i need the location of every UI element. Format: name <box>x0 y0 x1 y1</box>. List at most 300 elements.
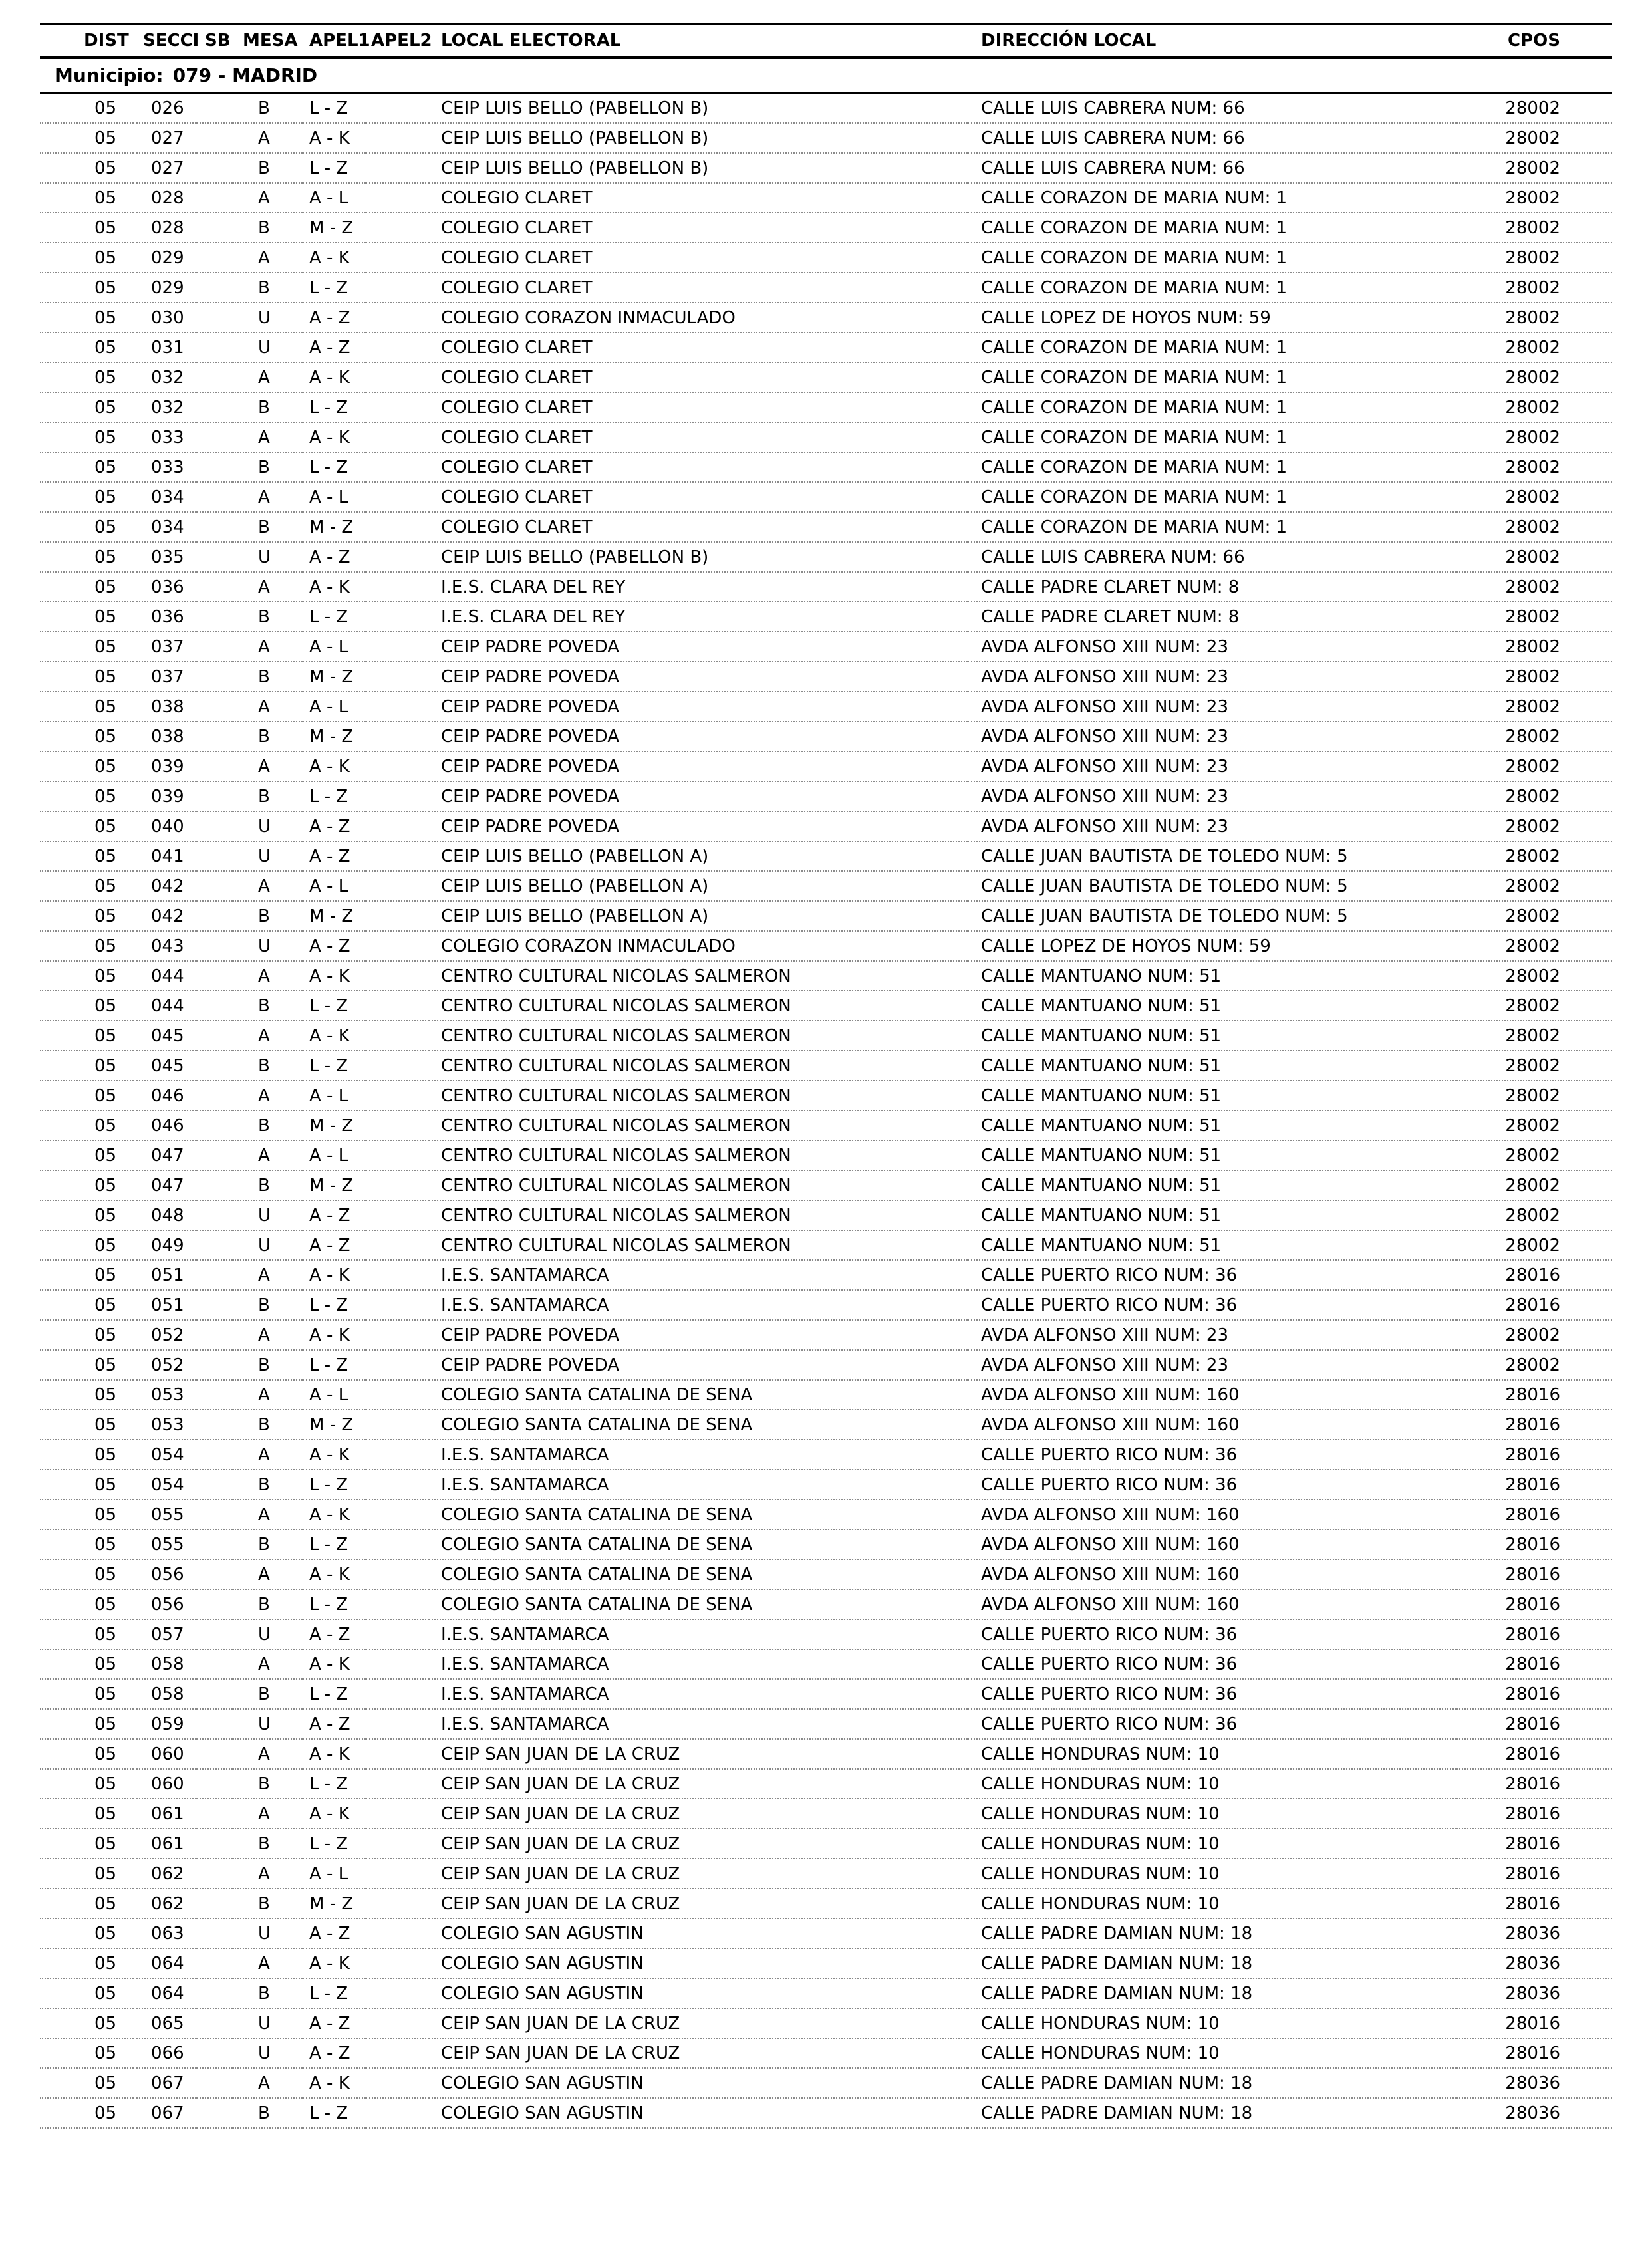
cell-mesa: B <box>233 602 303 632</box>
cell-sb <box>196 1948 233 1978</box>
table-row <box>40 482 1612 512</box>
table-row <box>40 1290 1612 1320</box>
cell-direccion-local: CALLE PADRE DAMIAN NUM: 18 <box>968 1918 1456 1948</box>
cell-apel-range: L - Z <box>303 1769 429 1799</box>
cell-local-electoral: CENTRO CULTURAL NICOLAS SALMERON <box>429 1140 968 1170</box>
cell-apel-range: M - Z <box>303 213 429 243</box>
table-row <box>40 1500 1612 1529</box>
cell-local-electoral: CEIP PADRE POVEDA <box>429 1350 968 1380</box>
cell-direccion-local: CALLE CORAZON DE MARIA NUM: 1 <box>968 243 1456 273</box>
cell-cpos: 28002 <box>1456 1200 1612 1230</box>
cell-dist: 05 <box>40 1350 133 1380</box>
table-row <box>40 1529 1612 1559</box>
cell-dist: 05 <box>40 512 133 542</box>
cell-local-electoral: CEIP PADRE POVEDA <box>429 781 968 811</box>
cell-direccion-local: CALLE MANTUANO NUM: 51 <box>968 1021 1456 1051</box>
cell-sb <box>196 1111 233 1140</box>
cell-secci: 053 <box>133 1380 196 1410</box>
table-row <box>40 542 1612 572</box>
cell-sb <box>196 1380 233 1410</box>
cell-secci: 030 <box>133 303 196 332</box>
cell-dist: 05 <box>40 1529 133 1559</box>
cell-direccion-local: CALLE MANTUANO NUM: 51 <box>968 1140 1456 1170</box>
cell-apel-range: L - Z <box>303 1829 429 1859</box>
cell-dist: 05 <box>40 392 133 422</box>
cell-dist: 05 <box>40 1739 133 1769</box>
cell-secci: 061 <box>133 1829 196 1859</box>
cell-dist: 05 <box>40 1290 133 1320</box>
table-row <box>40 1140 1612 1170</box>
cell-apel-range: A - K <box>303 1739 429 1769</box>
cell-apel-range: A - L <box>303 692 429 722</box>
cell-local-electoral: CEIP SAN JUAN DE LA CRUZ <box>429 1769 968 1799</box>
cell-apel-range: A - Z <box>303 811 429 841</box>
cell-local-electoral: CEIP PADRE POVEDA <box>429 632 968 662</box>
table-row <box>40 1649 1612 1679</box>
cell-apel-range: A - L <box>303 183 429 213</box>
cell-local-electoral: COLEGIO CLARET <box>429 452 968 482</box>
cell-direccion-local: CALLE CORAZON DE MARIA NUM: 1 <box>968 512 1456 542</box>
cell-sb <box>196 362 233 392</box>
table-row <box>40 1799 1612 1829</box>
cell-mesa: A <box>233 243 303 273</box>
cell-sb <box>196 512 233 542</box>
cell-apel-range: A - L <box>303 871 429 901</box>
cell-sb <box>196 123 233 153</box>
cell-cpos: 28002 <box>1456 482 1612 512</box>
cell-local-electoral: CEIP LUIS BELLO (PABELLON B) <box>429 542 968 572</box>
cell-apel-range: A - K <box>303 751 429 781</box>
cell-cpos: 28036 <box>1456 1918 1612 1948</box>
cell-sb <box>196 1500 233 1529</box>
cell-local-electoral: COLEGIO SAN AGUSTIN <box>429 2068 968 2098</box>
table-row <box>40 1320 1612 1350</box>
cell-mesa: A <box>233 632 303 662</box>
table-row <box>40 1769 1612 1799</box>
cell-local-electoral: I.E.S. SANTAMARCA <box>429 1470 968 1500</box>
cell-cpos: 28002 <box>1456 722 1612 751</box>
cell-apel-range: M - Z <box>303 512 429 542</box>
cell-secci: 041 <box>133 841 196 871</box>
cell-direccion-local: CALLE CORAZON DE MARIA NUM: 1 <box>968 362 1456 392</box>
cell-mesa: A <box>233 2068 303 2098</box>
cell-direccion-local: CALLE HONDURAS NUM: 10 <box>968 2038 1456 2068</box>
table-row <box>40 1350 1612 1380</box>
column-header-cpos: CPOS <box>1456 24 1612 57</box>
cell-local-electoral: I.E.S. SANTAMARCA <box>429 1290 968 1320</box>
cell-secci: 028 <box>133 213 196 243</box>
cell-direccion-local: CALLE MANTUANO NUM: 51 <box>968 1111 1456 1140</box>
table-row <box>40 662 1612 692</box>
table-row <box>40 991 1612 1021</box>
cell-direccion-local: CALLE PUERTO RICO NUM: 36 <box>968 1440 1456 1470</box>
cell-mesa: A <box>233 572 303 602</box>
cell-dist: 05 <box>40 1021 133 1051</box>
cell-sb <box>196 303 233 332</box>
cell-secci: 039 <box>133 751 196 781</box>
cell-sb <box>196 632 233 662</box>
cell-cpos: 28002 <box>1456 153 1612 183</box>
column-header-dist: DIST <box>40 24 133 57</box>
cell-cpos: 28002 <box>1456 602 1612 632</box>
cell-mesa: A <box>233 751 303 781</box>
cell-mesa: B <box>233 452 303 482</box>
cell-apel-range: A - Z <box>303 1230 429 1260</box>
cell-apel-range: L - Z <box>303 1529 429 1559</box>
cell-cpos: 28002 <box>1456 931 1612 961</box>
cell-sb <box>196 422 233 452</box>
cell-apel-range: A - K <box>303 1500 429 1529</box>
cell-mesa: B <box>233 512 303 542</box>
cell-sb <box>196 1290 233 1320</box>
cell-apel-range: A - K <box>303 1559 429 1589</box>
cell-apel-range: A - K <box>303 1799 429 1829</box>
cell-apel-range: A - Z <box>303 303 429 332</box>
cell-local-electoral: CEIP LUIS BELLO (PABELLON A) <box>429 841 968 871</box>
table-row <box>40 2008 1612 2038</box>
cell-dist: 05 <box>40 1140 133 1170</box>
cell-local-electoral: CENTRO CULTURAL NICOLAS SALMERON <box>429 1230 968 1260</box>
cell-cpos: 28002 <box>1456 183 1612 213</box>
table-row <box>40 1859 1612 1889</box>
table-row <box>40 1918 1612 1948</box>
cell-direccion-local: CALLE MANTUANO NUM: 51 <box>968 1170 1456 1200</box>
table-row <box>40 1081 1612 1111</box>
cell-mesa: A <box>233 1140 303 1170</box>
cell-dist: 05 <box>40 901 133 931</box>
cell-mesa: A <box>233 1320 303 1350</box>
table-row <box>40 1200 1612 1230</box>
cell-dist: 05 <box>40 662 133 692</box>
cell-secci: 038 <box>133 692 196 722</box>
cell-apel-range: A - Z <box>303 332 429 362</box>
cell-secci: 026 <box>133 93 196 123</box>
table-row <box>40 632 1612 662</box>
cell-mesa: A <box>233 362 303 392</box>
cell-cpos: 28002 <box>1456 572 1612 602</box>
cell-apel-range: L - Z <box>303 602 429 632</box>
cell-direccion-local: AVDA ALFONSO XIII NUM: 160 <box>968 1410 1456 1440</box>
cell-direccion-local: CALLE PUERTO RICO NUM: 36 <box>968 1619 1456 1649</box>
cell-local-electoral: I.E.S. SANTAMARCA <box>429 1260 968 1290</box>
cell-mesa: B <box>233 1978 303 2008</box>
cell-local-electoral: COLEGIO CLARET <box>429 332 968 362</box>
cell-secci: 058 <box>133 1679 196 1709</box>
table-row <box>40 422 1612 452</box>
cell-dist: 05 <box>40 422 133 452</box>
cell-local-electoral: CEIP PADRE POVEDA <box>429 1320 968 1350</box>
cell-local-electoral: COLEGIO CLARET <box>429 362 968 392</box>
cell-apel-range: A - K <box>303 572 429 602</box>
cell-direccion-local: CALLE PUERTO RICO NUM: 36 <box>968 1679 1456 1709</box>
cell-dist: 05 <box>40 811 133 841</box>
cell-dist: 05 <box>40 1889 133 1918</box>
table-row <box>40 1021 1612 1051</box>
cell-sb <box>196 1410 233 1440</box>
cell-sb <box>196 1200 233 1230</box>
cell-sb <box>196 1320 233 1350</box>
table-row <box>40 1589 1612 1619</box>
cell-cpos: 28016 <box>1456 1470 1612 1500</box>
cell-mesa: A <box>233 961 303 991</box>
cell-secci: 040 <box>133 811 196 841</box>
cell-direccion-local: CALLE CORAZON DE MARIA NUM: 1 <box>968 482 1456 512</box>
cell-direccion-local: CALLE MANTUANO NUM: 51 <box>968 1230 1456 1260</box>
cell-secci: 060 <box>133 1739 196 1769</box>
column-header-apel2: APEL2 <box>366 24 429 57</box>
table-row <box>40 692 1612 722</box>
cell-cpos: 28002 <box>1456 452 1612 482</box>
cell-dist: 05 <box>40 1679 133 1709</box>
cell-local-electoral: I.E.S. CLARA DEL REY <box>429 602 968 632</box>
cell-mesa: U <box>233 542 303 572</box>
table-row <box>40 1739 1612 1769</box>
cell-apel-range: A - L <box>303 1140 429 1170</box>
column-header-apel1: APEL1 <box>303 24 366 57</box>
cell-dist: 05 <box>40 243 133 273</box>
cell-direccion-local: CALLE CORAZON DE MARIA NUM: 1 <box>968 273 1456 303</box>
cell-local-electoral: COLEGIO CLARET <box>429 273 968 303</box>
cell-cpos: 28002 <box>1456 961 1612 991</box>
table-header-row <box>40 24 1612 57</box>
cell-secci: 029 <box>133 243 196 273</box>
table-row <box>40 1380 1612 1410</box>
cell-direccion-local: CALLE PUERTO RICO NUM: 36 <box>968 1260 1456 1290</box>
cell-mesa: B <box>233 1350 303 1380</box>
cell-secci: 054 <box>133 1440 196 1470</box>
table-row <box>40 931 1612 961</box>
cell-cpos: 28002 <box>1456 1021 1612 1051</box>
cell-local-electoral: CEIP SAN JUAN DE LA CRUZ <box>429 1739 968 1769</box>
cell-sb <box>196 572 233 602</box>
cell-local-electoral: CENTRO CULTURAL NICOLAS SALMERON <box>429 1081 968 1111</box>
cell-local-electoral: CENTRO CULTURAL NICOLAS SALMERON <box>429 1051 968 1081</box>
cell-apel-range: L - Z <box>303 1978 429 2008</box>
cell-dist: 05 <box>40 123 133 153</box>
cell-local-electoral: COLEGIO CORAZON INMACULADO <box>429 303 968 332</box>
cell-local-electoral: CEIP PADRE POVEDA <box>429 751 968 781</box>
cell-local-electoral: CENTRO CULTURAL NICOLAS SALMERON <box>429 1021 968 1051</box>
cell-dist: 05 <box>40 841 133 871</box>
cell-apel-range: A - Z <box>303 1200 429 1230</box>
cell-sb <box>196 1918 233 1948</box>
cell-sb <box>196 213 233 243</box>
cell-direccion-local: AVDA ALFONSO XIII NUM: 23 <box>968 1320 1456 1350</box>
cell-secci: 035 <box>133 542 196 572</box>
cell-local-electoral: COLEGIO SANTA CATALINA DE SENA <box>429 1589 968 1619</box>
table-row <box>40 2098 1612 2128</box>
table-row <box>40 123 1612 153</box>
cell-local-electoral: CENTRO CULTURAL NICOLAS SALMERON <box>429 1170 968 1200</box>
cell-mesa: U <box>233 1918 303 1948</box>
cell-dist: 05 <box>40 1230 133 1260</box>
cell-cpos: 28016 <box>1456 1619 1612 1649</box>
cell-mesa: B <box>233 1589 303 1619</box>
cell-local-electoral: COLEGIO SANTA CATALINA DE SENA <box>429 1380 968 1410</box>
cell-apel-range: A - L <box>303 1859 429 1889</box>
cell-cpos: 28002 <box>1456 93 1612 123</box>
cell-local-electoral: CENTRO CULTURAL NICOLAS SALMERON <box>429 1200 968 1230</box>
cell-apel-range: L - Z <box>303 1350 429 1380</box>
cell-dist: 05 <box>40 2038 133 2068</box>
table-row <box>40 303 1612 332</box>
cell-local-electoral: COLEGIO CLARET <box>429 512 968 542</box>
cell-direccion-local: CALLE MANTUANO NUM: 51 <box>968 991 1456 1021</box>
cell-dist: 05 <box>40 1170 133 1200</box>
cell-sb <box>196 662 233 692</box>
cell-secci: 037 <box>133 632 196 662</box>
cell-direccion-local: AVDA ALFONSO XIII NUM: 23 <box>968 811 1456 841</box>
cell-apel-range: L - Z <box>303 1679 429 1709</box>
cell-apel-range: L - Z <box>303 1290 429 1320</box>
cell-local-electoral: CENTRO CULTURAL NICOLAS SALMERON <box>429 961 968 991</box>
cell-direccion-local: AVDA ALFONSO XIII NUM: 160 <box>968 1380 1456 1410</box>
table-row <box>40 871 1612 901</box>
polling-stations-table <box>40 23 1612 2129</box>
cell-apel-range: M - Z <box>303 722 429 751</box>
cell-cpos: 28002 <box>1456 692 1612 722</box>
cell-mesa: B <box>233 1769 303 1799</box>
cell-sb <box>196 1170 233 1200</box>
cell-local-electoral: COLEGIO SAN AGUSTIN <box>429 2098 968 2128</box>
cell-cpos: 28036 <box>1456 2068 1612 2098</box>
cell-sb <box>196 1978 233 2008</box>
cell-local-electoral: CEIP LUIS BELLO (PABELLON A) <box>429 901 968 931</box>
cell-dist: 05 <box>40 1619 133 1649</box>
cell-apel-range: A - K <box>303 123 429 153</box>
cell-sb <box>196 991 233 1021</box>
cell-dist: 05 <box>40 931 133 961</box>
cell-secci: 034 <box>133 512 196 542</box>
cell-cpos: 28002 <box>1456 362 1612 392</box>
cell-apel-range: L - Z <box>303 781 429 811</box>
cell-direccion-local: CALLE PUERTO RICO NUM: 36 <box>968 1649 1456 1679</box>
cell-sb <box>196 93 233 123</box>
cell-dist: 05 <box>40 2008 133 2038</box>
cell-sb <box>196 1470 233 1500</box>
cell-apel-range: L - Z <box>303 1470 429 1500</box>
cell-direccion-local: AVDA ALFONSO XIII NUM: 23 <box>968 751 1456 781</box>
cell-secci: 044 <box>133 991 196 1021</box>
cell-cpos: 28002 <box>1456 542 1612 572</box>
cell-direccion-local: CALLE LUIS CABRERA NUM: 66 <box>968 153 1456 183</box>
cell-cpos: 28016 <box>1456 1799 1612 1829</box>
cell-secci: 044 <box>133 961 196 991</box>
cell-dist: 05 <box>40 1260 133 1290</box>
cell-secci: 066 <box>133 2038 196 2068</box>
cell-secci: 051 <box>133 1290 196 1320</box>
cell-secci: 027 <box>133 153 196 183</box>
cell-mesa: A <box>233 1021 303 1051</box>
cell-apel-range: A - L <box>303 632 429 662</box>
cell-cpos: 28002 <box>1456 512 1612 542</box>
cell-cpos: 28016 <box>1456 1260 1612 1290</box>
cell-mesa: B <box>233 1889 303 1918</box>
cell-direccion-local: AVDA ALFONSO XIII NUM: 23 <box>968 1350 1456 1380</box>
cell-direccion-local: AVDA ALFONSO XIII NUM: 160 <box>968 1589 1456 1619</box>
table-body <box>40 93 1612 2128</box>
cell-sb <box>196 1619 233 1649</box>
column-header-mesa: MESA <box>233 24 303 57</box>
cell-mesa: B <box>233 1829 303 1859</box>
cell-dist: 05 <box>40 572 133 602</box>
cell-mesa: B <box>233 1170 303 1200</box>
cell-cpos: 28002 <box>1456 991 1612 1021</box>
cell-apel-range: A - Z <box>303 2038 429 2068</box>
cell-apel-range: A - K <box>303 2068 429 2098</box>
cell-mesa: B <box>233 1470 303 1500</box>
municipio-heading <box>40 57 1612 93</box>
cell-local-electoral: COLEGIO SAN AGUSTIN <box>429 1918 968 1948</box>
cell-secci: 064 <box>133 1978 196 2008</box>
cell-apel-range: A - Z <box>303 1918 429 1948</box>
cell-cpos: 28036 <box>1456 1948 1612 1978</box>
cell-secci: 047 <box>133 1140 196 1170</box>
cell-dist: 05 <box>40 722 133 751</box>
cell-local-electoral: I.E.S. SANTAMARCA <box>429 1709 968 1739</box>
cell-direccion-local: CALLE LUIS CABRERA NUM: 66 <box>968 93 1456 123</box>
cell-local-electoral: COLEGIO SAN AGUSTIN <box>429 1978 968 2008</box>
cell-cpos: 28016 <box>1456 1649 1612 1679</box>
cell-mesa: U <box>233 303 303 332</box>
cell-secci: 031 <box>133 332 196 362</box>
column-header-secci: SECCI <box>133 24 196 57</box>
cell-apel-range: M - Z <box>303 1889 429 1918</box>
cell-sb <box>196 1829 233 1859</box>
cell-local-electoral: I.E.S. SANTAMARCA <box>429 1440 968 1470</box>
table-row <box>40 961 1612 991</box>
cell-secci: 045 <box>133 1051 196 1081</box>
cell-dist: 05 <box>40 153 133 183</box>
cell-dist: 05 <box>40 183 133 213</box>
cell-mesa: A <box>233 1081 303 1111</box>
cell-cpos: 28016 <box>1456 1500 1612 1529</box>
cell-cpos: 28016 <box>1456 1889 1612 1918</box>
cell-sb <box>196 2038 233 2068</box>
table-row <box>40 1559 1612 1589</box>
cell-mesa: A <box>233 422 303 452</box>
cell-apel-range: A - K <box>303 1440 429 1470</box>
cell-mesa: B <box>233 213 303 243</box>
cell-dist: 05 <box>40 781 133 811</box>
cell-dist: 05 <box>40 991 133 1021</box>
cell-mesa: B <box>233 1111 303 1140</box>
cell-cpos: 28002 <box>1456 243 1612 273</box>
cell-apel-range: M - Z <box>303 901 429 931</box>
cell-sb <box>196 452 233 482</box>
cell-cpos: 28036 <box>1456 2098 1612 2128</box>
cell-dist: 05 <box>40 1320 133 1350</box>
cell-direccion-local: AVDA ALFONSO XIII NUM: 160 <box>968 1529 1456 1559</box>
cell-apel-range: M - Z <box>303 662 429 692</box>
cell-cpos: 28016 <box>1456 1290 1612 1320</box>
cell-secci: 051 <box>133 1260 196 1290</box>
cell-apel-range: A - K <box>303 1320 429 1350</box>
cell-direccion-local: AVDA ALFONSO XIII NUM: 160 <box>968 1500 1456 1529</box>
cell-apel-range: A - Z <box>303 841 429 871</box>
cell-sb <box>196 751 233 781</box>
cell-mesa: B <box>233 1679 303 1709</box>
cell-secci: 056 <box>133 1589 196 1619</box>
cell-direccion-local: CALLE CORAZON DE MARIA NUM: 1 <box>968 392 1456 422</box>
cell-mesa: A <box>233 183 303 213</box>
cell-cpos: 28016 <box>1456 1739 1612 1769</box>
cell-cpos: 28002 <box>1456 811 1612 841</box>
cell-sb <box>196 1350 233 1380</box>
cell-mesa: U <box>233 841 303 871</box>
cell-apel-range: M - Z <box>303 1410 429 1440</box>
table-row <box>40 1619 1612 1649</box>
